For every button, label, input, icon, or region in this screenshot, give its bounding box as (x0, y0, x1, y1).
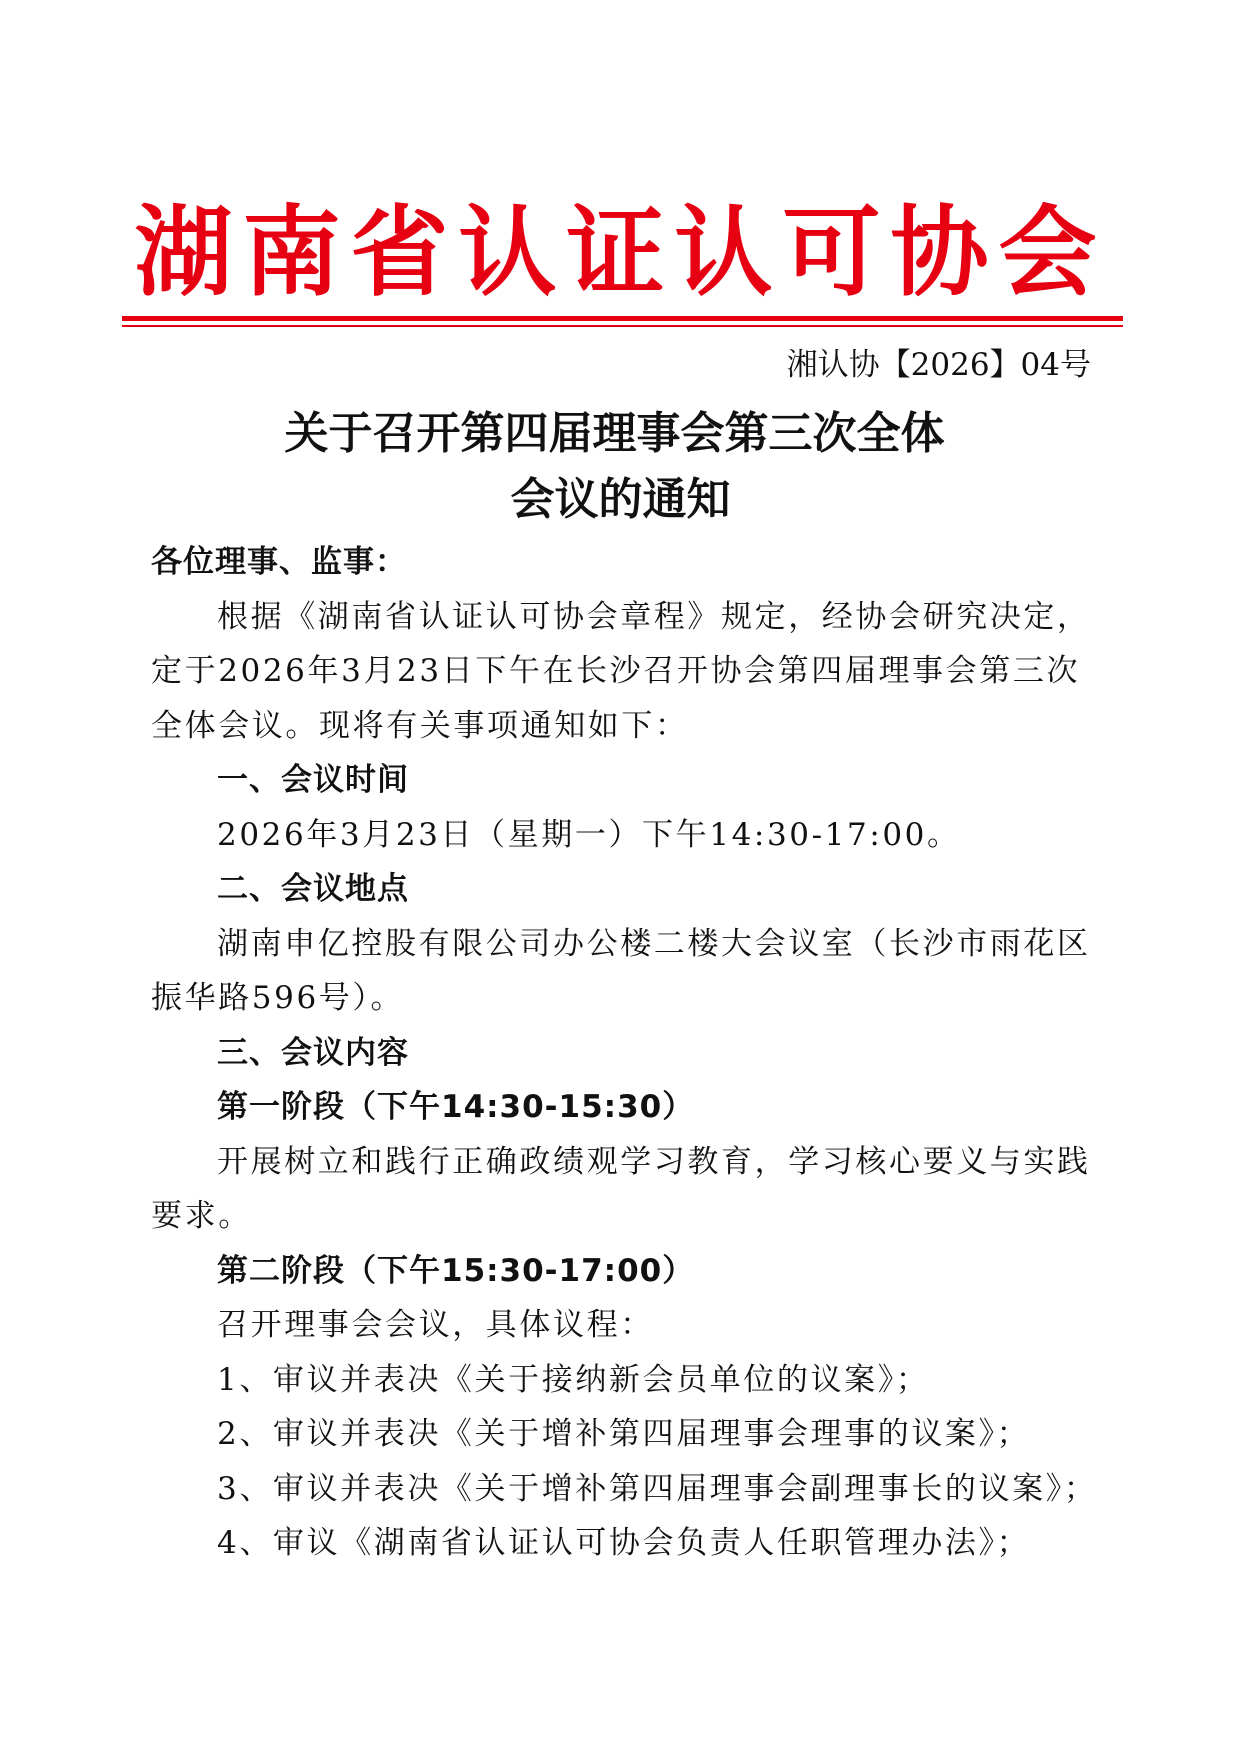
intro-line: 定于2026年3月23日下午在长沙召开协会第四届理事会第三次 (151, 653, 1081, 689)
intro-line: 全体会议。现将有关事项通知如下： (151, 707, 689, 744)
stage-1-heading: 第一阶段（下午14:30-15:30） (217, 1089, 695, 1125)
agenda-item: 3、审议并表决《关于增补第四届理事会副理事长的议案》； (217, 1470, 1098, 1507)
notice-title-line-2: 会议的通知 (510, 474, 731, 525)
agenda-item: 4、审议《湖南省认证认可协会负责人任职管理办法》； (217, 1525, 1031, 1561)
meeting-location-line: 湖南申亿控股有限公司办公楼二楼大会议室（长沙市雨花区 (217, 925, 1091, 962)
letterhead-red-rule-thick (122, 316, 1123, 321)
stage-2-heading: 第二阶段（下午15:30-17:00） (217, 1252, 695, 1289)
section-heading-content: 三、会议内容 (217, 1034, 409, 1071)
stage-2-intro: 召开理事会会议，具体议程： (217, 1307, 654, 1343)
salutation: 各位理事、监事： (151, 544, 407, 580)
notice-title-line-1: 关于召开第四届理事会第三次全体 (284, 408, 945, 459)
intro-line: 根据《湖南省认证认可协会章程》规定，经协会研究决定， (217, 598, 1091, 635)
agenda-item: 2、审议并表决《关于增补第四届理事会理事的议案》； (217, 1416, 1031, 1452)
letterhead-red-rule-thin (122, 325, 1123, 327)
organization-letterhead-title: 湖南省认证认可协会 (134, 196, 1107, 310)
agenda-item: 1、审议并表决《关于接纳新会员单位的议案》； (217, 1361, 930, 1398)
meeting-location-line: 振华路596号）。 (151, 980, 405, 1016)
notice-body (151, 535, 1096, 1571)
section-heading-location: 二、会议地点 (217, 871, 409, 907)
document-number: 湘认协【2026】04号 (786, 347, 1091, 383)
stage-1-line: 开展树立和践行正确政绩观学习教育，学习核心要义与实践 (217, 1143, 1091, 1180)
stage-1-line: 要求。 (151, 1198, 252, 1234)
meeting-time-text: 2026年3月23日（星期一）下午14:30-17:00。 (217, 816, 961, 853)
section-heading-time: 一、会议时间 (217, 762, 409, 798)
